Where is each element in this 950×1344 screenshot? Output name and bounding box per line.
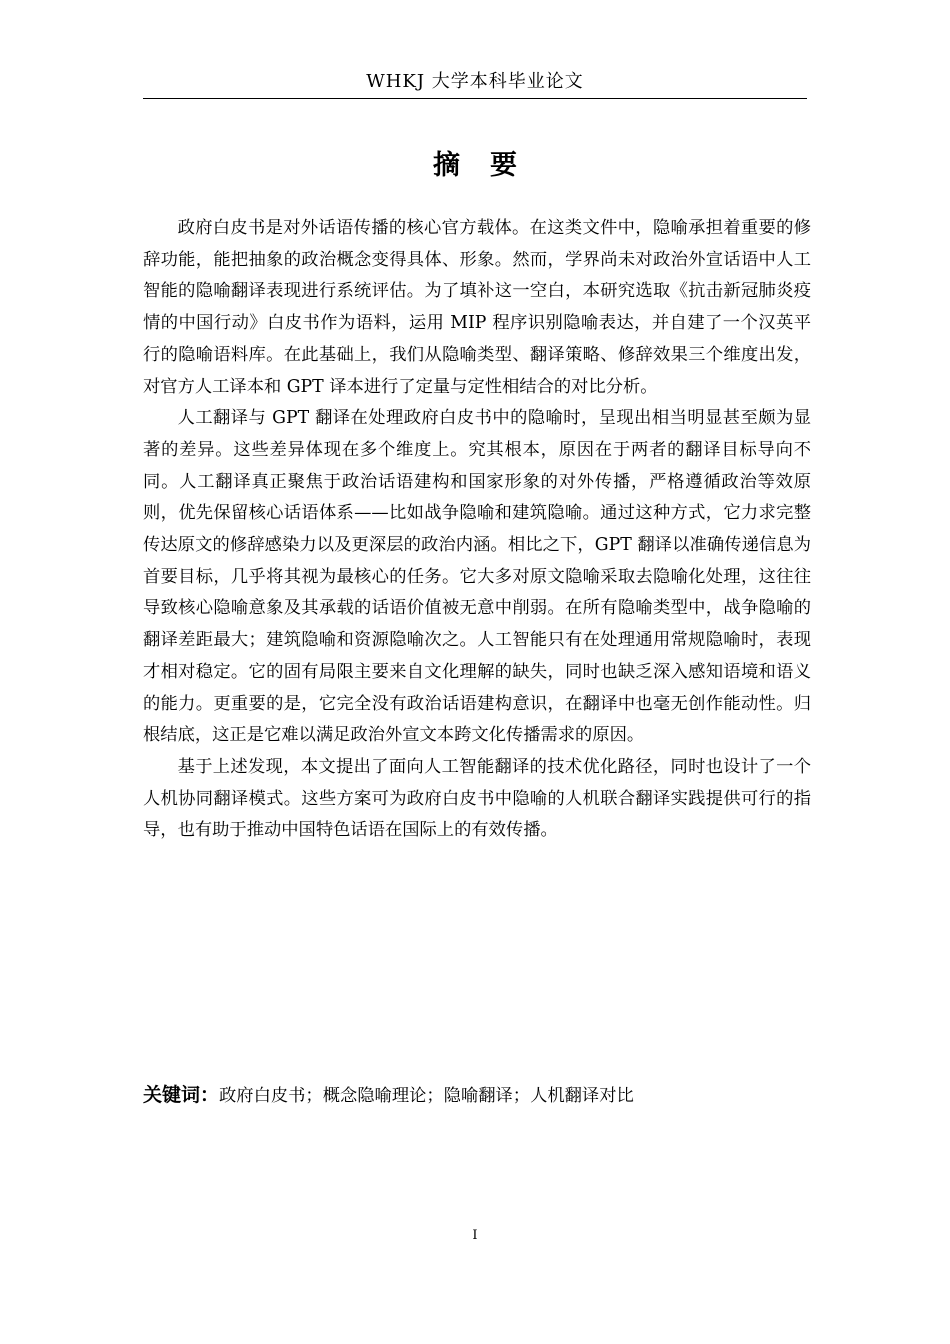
abstract-paragraph: 政府白皮书是对外话语传播的核心官方载体。在这类文件中，隐喻承担着重要的修辞功能，能把抽象的政治概念变得具体、形象。然而，学界尚未对政治外宣话语中人工智能的隐喻翻译表现进行系统评估。为了填补这一空白，本研究选取《抗击新冠肺炎疫情的中国行动》白皮书作为语料，运用 MIP 程序识别隐喻表达，并自建了一个汉英平行的隐喻语料库。在此基础上，我们从隐喻类型、翻译策略、修辞效果三个维度出发，对官方人工译本和 GPT 译本进行了定量与定性相结合的对比分析。 [143, 218, 811, 397]
page-header-title: WHKJ 大学本科毕业论文 [366, 71, 584, 92]
abstract-title: 摘要 [433, 150, 547, 181]
abstract-body [143, 213, 811, 847]
page-number: I [472, 1228, 478, 1243]
header-divider [143, 98, 807, 99]
keywords-label: 关键词： [143, 1084, 220, 1106]
keywords-text: 政府白皮书；概念隐喻理论；隐喻翻译；人机翻译对比 [219, 1086, 634, 1106]
abstract-paragraph: 人工翻译与 GPT 翻译在处理政府白皮书中的隐喻时，呈现出相当明显甚至颇为显著的差异。这些差异体现在多个维度上。究其根本，原因在于两者的翻译目标导向不同。人工翻译真正聚焦于政治话语建构和国家形象的对外传播，严格遵循政治等效原则，优先保留核心话语体系——比如战争隐喻和建筑隐喻。通过这种方式，它力求完整传达原文的修辞感染力以及更深层的政治内涵。相比之下，GPT 翻译以准确传递信息为首要目标，几乎将其视为最核心的任务。它大多对原文隐喻采取去隐喻化处理，这往往导致核心隐喻意象及其承载的话语价值被无意中削弱。在所有隐喻类型中，战争隐喻的翻译差距最大；建筑隐喻和资源隐喻次之。人工智能只有在处理通用常规隐喻时，表现才相对稳定。它的固有局限主要来自文化理解的缺失，同时也缺乏深入感知语境和语义的能力。更重要的是，它完全没有政治话语建构意识，在翻译中也毫无创作能动性。归根结底，这正是它难以满足政治外宣文本跨文化传播需求的原因。 [143, 408, 811, 746]
abstract-paragraph: 基于上述发现，本文提出了面向人工智能翻译的技术优化路径，同时也设计了一个人机协同翻译模式。这些方案可为政府白皮书中隐喻的人机联合翻译实践提供可行的指导，也有助于推动中国特色话语在国际上的有效传播。 [143, 756, 811, 841]
keywords-line [143, 1080, 807, 1111]
